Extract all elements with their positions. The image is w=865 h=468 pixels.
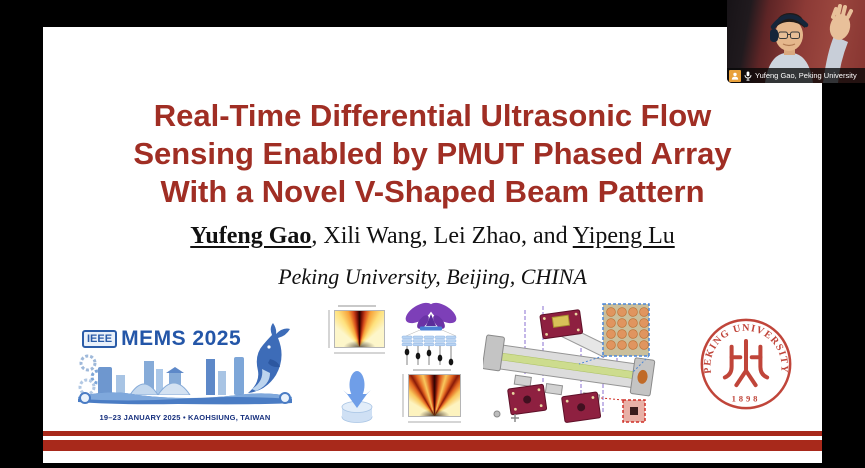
webcam-tile[interactable] — [727, 0, 865, 83]
person-icon — [731, 72, 739, 80]
flow-sensor-schematic — [483, 302, 670, 428]
slide-title — [43, 97, 822, 211]
mems-banner-text: 19–23 JANUARY 2025 • KAOHSIUNG, TAIWAN — [99, 413, 271, 422]
title-line-3: With a Novel V-Shaped Beam Pattern — [160, 174, 705, 209]
mems-2025-logo — [78, 323, 292, 422]
mems-logo-header — [82, 327, 241, 351]
ieee-logo: IEEE — [82, 330, 117, 348]
title-line-1: Real-Time Differential Ultrasonic Flow — [153, 98, 712, 133]
v-beam-array-diagram — [401, 301, 461, 367]
plot-caption-mark — [338, 305, 375, 307]
plot-caption-mark — [413, 369, 451, 371]
participant-name-label: Yufeng Gao, Peking University — [755, 71, 857, 80]
author-yufeng-gao: Yufeng Gao — [190, 223, 312, 249]
microphone-icon — [744, 71, 752, 81]
footer-stripe-thick — [43, 440, 822, 451]
seal-year: 1898 — [731, 393, 761, 404]
wave-banner — [78, 389, 292, 405]
affiliation-line: Peking University, Beijing, CHINA — [278, 264, 587, 289]
footer-stripe-thin — [43, 431, 822, 436]
peking-university-seal — [698, 316, 794, 412]
hand-raised-badge — [729, 70, 741, 82]
presentation-slide — [43, 27, 822, 463]
authors-middle: , Xili Wang, Lei Zhao, and — [311, 223, 573, 249]
authors-line — [43, 223, 822, 250]
mems-logo-title: MEMS 2025 — [121, 327, 242, 350]
webcam-name-bar — [727, 68, 865, 83]
pmut-beam-diagram — [339, 370, 375, 424]
author-yipeng-lu: Yipeng Lu — [572, 223, 675, 249]
v-beam-heatmap — [400, 368, 464, 426]
seal-arc-text: PEKING UNIVERSITY — [702, 322, 790, 375]
title-line-2: Sensing Enabled by PMUT Phased Array — [133, 136, 732, 171]
focused-beam-heatmap — [326, 304, 388, 357]
whale-icon — [242, 323, 292, 397]
